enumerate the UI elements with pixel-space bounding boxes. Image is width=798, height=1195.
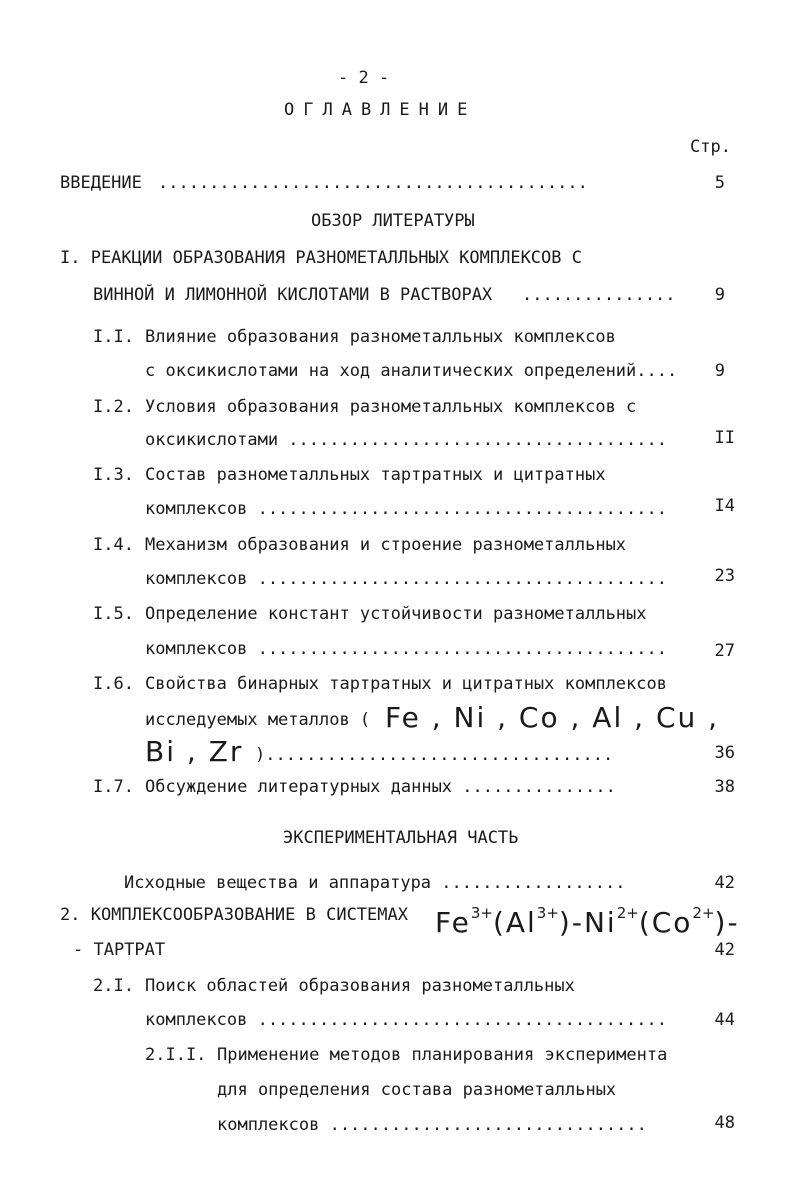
toc-entry-label: 2. КОМПЛЕКСООБРАЗОВАНИЕ В СИСТЕМАХ [60, 905, 408, 925]
toc-entry-label: I. РЕАКЦИИ ОБРАЗОВАНИЯ РАЗНОМЕТАЛЛЬНЫХ КОМПЛЕКСОВ С [60, 248, 582, 268]
toc-entry-label-cont: оксикислотами ..................................... [145, 430, 667, 450]
toc-entry-label: Механизм образования и строение разнометалльных [145, 535, 627, 555]
toc-page-number: 42 [714, 873, 735, 893]
toc-entry-label: Условия образования разнометалльных комплексов с [145, 397, 637, 417]
formula-ni: )-Ni [558, 906, 617, 939]
toc-entry-label: ВВЕДЕНИЕ [60, 173, 142, 193]
toc-entry-label: Состав разнометалльных тартратных и цитратных [145, 465, 606, 485]
toc-page-number: 48 [714, 1113, 735, 1133]
toc-entry-num: I.3. [93, 465, 134, 485]
toc-entry-label-cont: для определения состава разнометалльных [217, 1080, 617, 1100]
formula-co: (Co [638, 906, 693, 939]
toc-page-number: 36 [714, 743, 735, 763]
leader-dots: ).................................. [255, 745, 614, 765]
toc-entry-label: Влияние образования разнометалльных комплексов [145, 327, 616, 347]
toc-page-number: 42 [714, 940, 735, 960]
handwritten-metals: Fe , Ni , Co , Al , Cu , [385, 701, 720, 734]
charge-al: 3+ [536, 904, 559, 922]
toc-page-number: 23 [714, 566, 735, 586]
charge-co: 2+ [692, 904, 715, 922]
page-number: - 2 - [338, 68, 390, 88]
page-column-header: Стр. [690, 137, 731, 157]
toc-entry-num: I.4. [93, 535, 134, 555]
formula-al: (Al [492, 906, 537, 939]
toc-entry-num: 2.I. [93, 976, 134, 996]
toc-entry-label-cont: комплексов ........................................ [145, 1010, 667, 1030]
toc-entry-label: Определение констант устойчивости разнометалльных [145, 604, 647, 624]
toc-page-number: 9 [714, 361, 725, 381]
section-heading-review: ОБЗОР ЛИТЕРАТУРЫ [311, 211, 475, 231]
toc-page-number: I4 [714, 496, 735, 516]
toc-page-number: 38 [714, 777, 735, 797]
toc-page-number: 27 [714, 641, 735, 661]
toc-entry-label-cont: - ТАРТРАТ [73, 940, 166, 960]
toc-entry-label-cont: исследуемых металлов ( [145, 710, 371, 730]
toc-entry-num: I.5. [93, 604, 134, 624]
toc-entry-num: I.2. [93, 397, 134, 417]
toc-entry-label-cont: с оксикислотами на ход аналитических определений.... [145, 361, 678, 381]
toc-entry-label: Исходные вещества и аппаратура .................. [124, 873, 626, 893]
leader-dots: ............... [522, 285, 676, 305]
toc-entry-label: Применение методов планирования эксперимента [217, 1045, 668, 1065]
section-heading-experimental: ЭКСПЕРИМЕНТАЛЬНАЯ ЧАСТЬ [283, 828, 519, 848]
toc-entry-label-cont: комплексов ........................................ [145, 499, 667, 519]
toc-entry-label-cont2: комплексов ............................... [217, 1115, 647, 1135]
page-title: ОГЛАВЛЕНИЕ [284, 100, 477, 120]
toc-entry-label-cont: ВИННОЙ И ЛИМОННОЙ КИСЛОТАМИ В РАСТВОРАХ [93, 285, 493, 305]
toc-entry-num: 2.I.I. [145, 1045, 207, 1065]
charge-ni: 2+ [616, 904, 639, 922]
toc-entry-label: Обсуждение литературных данных ............... [145, 777, 616, 797]
formula-fe: Fe [435, 906, 471, 939]
toc-page-number: 5 [714, 173, 725, 193]
toc-entry-num: I.6. [93, 674, 134, 694]
leader-dots: .......................................... [158, 173, 588, 193]
handwritten-metals-cont: Bi , Zr [145, 735, 244, 768]
toc-entry-label: Свойства бинарных тартратных и цитратных комплексов [145, 674, 667, 694]
toc-entry-num: I.7. [93, 777, 134, 797]
formula-end: )- [714, 906, 740, 939]
toc-page-number: 44 [714, 1010, 735, 1030]
toc-entry-num: I.I. [93, 327, 134, 347]
toc-page-number: 9 [714, 285, 725, 305]
toc-entry-label-cont: комплексов ........................................ [145, 639, 667, 659]
handwritten-system-formula [435, 898, 740, 938]
toc-entry-label: Поиск областей образования разнометалльных [145, 976, 575, 996]
toc-page-number: II [714, 428, 735, 448]
charge-fe: 3+ [470, 904, 493, 922]
toc-entry-label-cont: комплексов ........................................ [145, 569, 667, 589]
